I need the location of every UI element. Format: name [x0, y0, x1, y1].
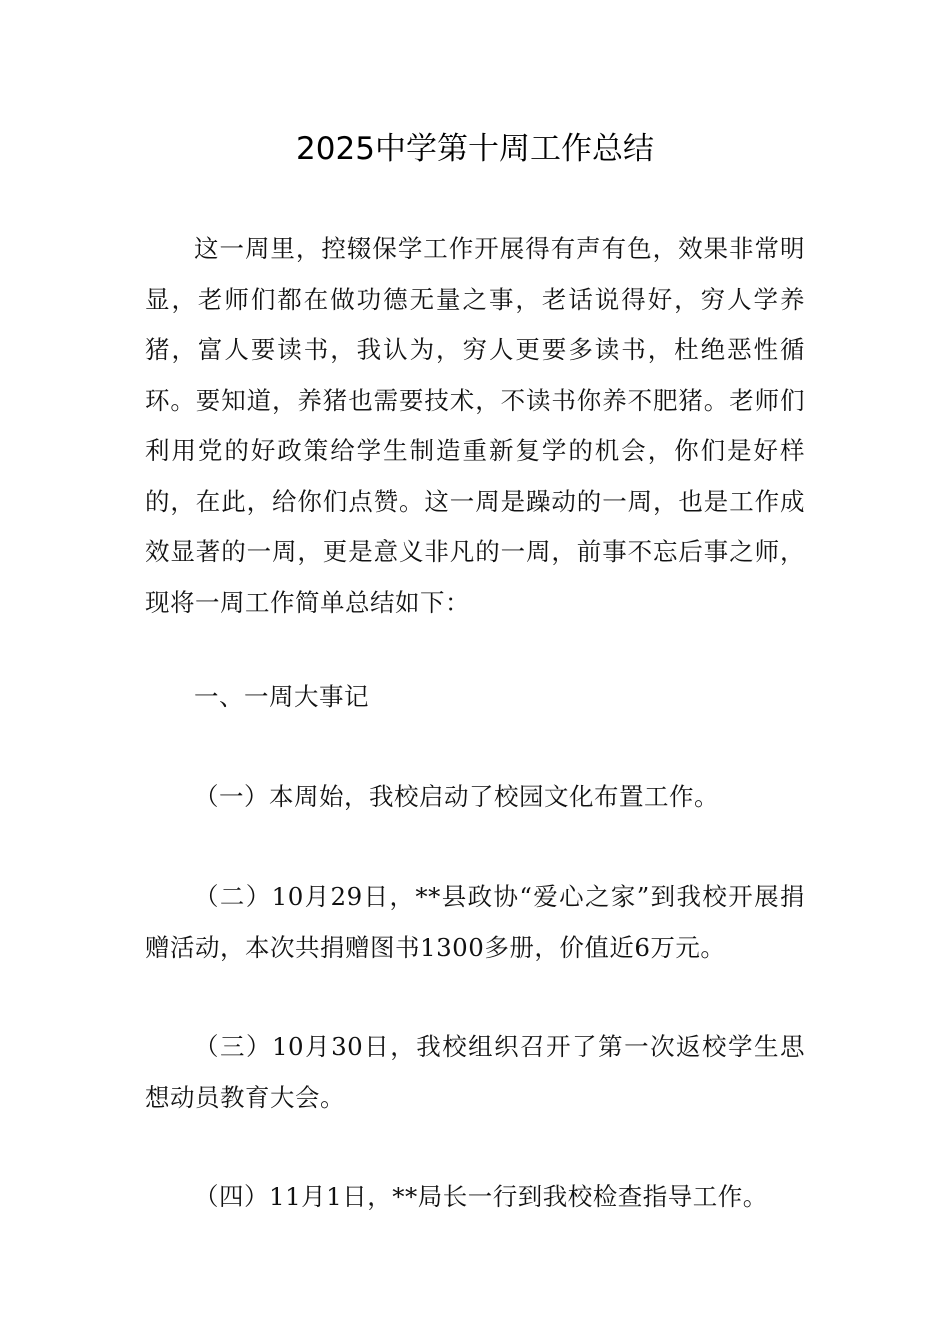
intro-paragraph: 这一周里，控辍保学工作开展得有声有色，效果非常明显，老师们都在做功德无量之事，老话说得好，穷人学养猪，富人要读书，我认为，穷人更要多读书，杜绝恶性循环。要知道，养猪也需要技术，不读书你养不肥猪。老师们利用党的好政策给学生制造重新复学的机会，你们是好样的，在此，给你们点赞。这一周是躁动的一周，也是工作成效显著的一周，更是意义非凡的一周，前事不忘后事之师，现将一周工作简单总结如下： [145, 234, 805, 617]
event-item-3: （三）10月30日，我校组织召开了第一次返校学生思想动员教育大会。 [145, 1032, 805, 1112]
document-title: 2025中学第十周工作总结 [296, 131, 654, 167]
event-item-4: （四）11月1日，**局长一行到我校检查指导工作。 [194, 1182, 768, 1211]
event-item-1: （一）本周始，我校启动了校园文化布置工作。 [194, 782, 719, 811]
section-heading-weekly-events: 一、一周大事记 [194, 682, 369, 711]
event-item-2: （二）10月29日，**县政协“爱心之家”到我校开展捐赠活动，本次共捐赠图书1300多册，价值近6万元。 [145, 882, 805, 962]
